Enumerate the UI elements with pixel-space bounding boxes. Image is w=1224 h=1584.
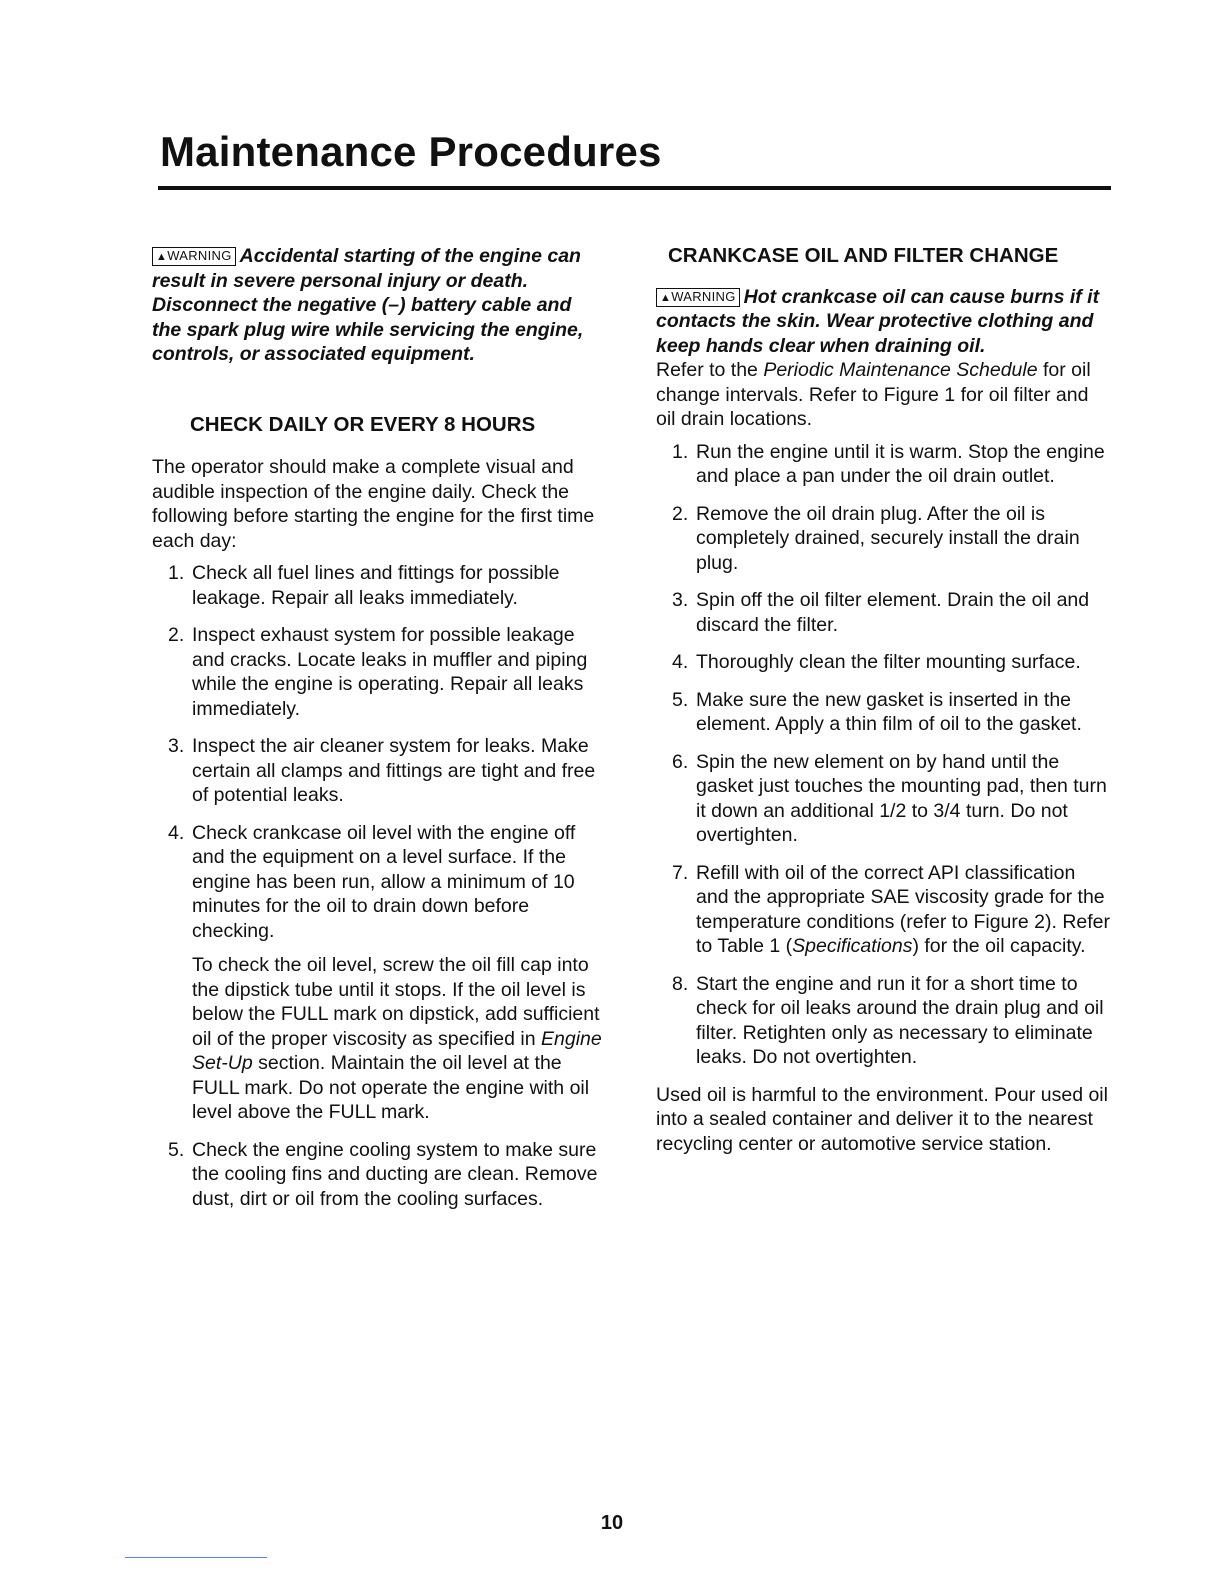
step-number: 2. xyxy=(168,624,185,646)
list-item xyxy=(656,861,1111,959)
step-number: 4. xyxy=(672,651,689,673)
warning-badge: ▲WARNING xyxy=(656,288,740,307)
step-text: Remove the oil drain plug. After the oil is completely drained, securely install the drain plug. xyxy=(696,502,1080,574)
step-text: Make sure the new gasket is inserted in the element. Apply a thin film of oil to the gasket. xyxy=(696,688,1082,735)
left-column xyxy=(152,244,602,1224)
warning-badge: ▲WARNING xyxy=(152,247,236,266)
step-text: Start the engine and run it for a short time to check for oil leaks around the drain plug and oil filter. Retighten only as necessary to eliminate leaks. Do not overtighten. xyxy=(696,972,1104,1068)
step-number: 1. xyxy=(168,562,185,584)
list-item xyxy=(656,688,1111,737)
scan-artifact-line xyxy=(125,1557,267,1558)
daily-check-intro: The operator should make a complete visual and audible inspection of the engine daily. Check the following before starting the engine for the first time each day: xyxy=(152,456,595,552)
step-text: Inspect the air cleaner system for leaks. Make certain all clamps and fittings are tight and free of potential leaks. xyxy=(192,735,596,806)
list-item xyxy=(656,588,1111,637)
engine-setup-reference: Engine Set-Up xyxy=(192,1027,602,1074)
list-item xyxy=(656,650,1111,675)
step-text: Check all fuel lines and fittings for possible leakage. Repair all leaks immediately. xyxy=(192,562,560,609)
step-number: 1. xyxy=(672,440,689,463)
warning-triangle-icon: ▲ xyxy=(156,251,168,263)
oil-level-instructions: To check the oil level, screw the oil fill cap into the dipstick tube until it stops. If the oil level is below the FULL mark on dipstick, add sufficient oil of the proper viscosity as specified in Engine Set-Up section. Maintain the oil level at the FULL mark. Do not operate the engine with oil level above the FULL mark. xyxy=(192,954,602,1123)
engine-start-warning xyxy=(152,244,602,367)
step-number: 2. xyxy=(672,502,689,525)
daily-check-steps xyxy=(152,561,602,1211)
step-number: 3. xyxy=(168,735,185,757)
list-item xyxy=(152,561,602,610)
list-item xyxy=(152,623,602,721)
list-item xyxy=(152,1138,602,1212)
maintenance-schedule-reference: Periodic Maintenance Schedule xyxy=(763,359,1038,381)
list-item xyxy=(152,821,602,1125)
step-text: Spin off the oil filter element. Drain the oil and discard the filter. xyxy=(696,589,1090,636)
step-text: Check the engine cooling system to make sure the cooling fins and ducting are clean. Remove dust, dirt or oil from the cooling surfaces. xyxy=(192,1138,598,1210)
step-text: Check crankcase oil level with the engine off and the equipment on a level surface. If the engine has been run, allow a minimum of 10 minutes for the oil to drain down before checking. xyxy=(192,821,576,942)
step-text: Inspect exhaust system for possible leakage and cracks. Locate leaks in muffler and piping while the engine is operating. Repair all leaks immediately. xyxy=(192,624,588,720)
step-number: 6. xyxy=(672,750,689,773)
step-number: 8. xyxy=(672,972,689,995)
warning-text: Accidental starting of the engine can result in severe personal injury or death. Disconnect the negative (–) battery cable and the spark plug wire while servicing the engine, controls, or associated equipment. xyxy=(152,245,584,365)
list-item xyxy=(656,750,1111,848)
warning-text: Hot crankcase oil can cause burns if it contacts the skin. Wear protective clothing and keep hands clear when draining oil. xyxy=(656,285,1100,357)
step-text: Spin the new element on by hand until the gasket just touches the mounting pad, then turn it down an additional 1/2 to 3/4 turn. Do not overtighten. xyxy=(696,750,1107,846)
oil-change-steps xyxy=(656,440,1111,1070)
oil-change-heading: CRANKCASE OIL AND FILTER CHANGE xyxy=(668,244,1059,267)
used-oil-notice: Used oil is harmful to the environment. Pour used oil into a sealed container and deliver it to the nearest recycling center or automotive service station. xyxy=(656,1083,1108,1155)
oil-change-intro: Refer to the Periodic Maintenance Schedule for oil change intervals. Refer to Figure 1 for oil filter and oil drain locations. xyxy=(656,359,1091,430)
step-number: 5. xyxy=(672,688,689,711)
list-item xyxy=(152,734,602,808)
page-number: 10 xyxy=(600,1512,624,1534)
list-item xyxy=(656,440,1111,489)
step-number: 4. xyxy=(168,821,185,844)
right-column xyxy=(656,244,1111,1164)
step-text: Thoroughly clean the filter mounting surface. xyxy=(696,651,1081,673)
step-number: 5. xyxy=(168,1138,185,1161)
page-title: Maintenance Procedures xyxy=(160,128,662,175)
list-item xyxy=(656,972,1111,1070)
step-text: Refill with oil of the correct API classification and the appropriate SAE viscosity grade for the temperature conditions (refer to Figure 2). Refer to Table 1 (Specifications) for the oil capacity. xyxy=(696,861,1111,957)
step-number: 3. xyxy=(672,589,689,611)
warning-triangle-icon: ▲ xyxy=(660,291,672,304)
step-text: Run the engine until it is warm. Stop the engine and place a pan under the oil drain outlet. xyxy=(696,440,1105,487)
specifications-reference: Specifications xyxy=(792,935,913,957)
title-rule xyxy=(158,186,1111,190)
list-item xyxy=(656,502,1111,576)
hot-oil-warning xyxy=(656,285,1111,359)
step-number: 7. xyxy=(672,861,689,884)
daily-check-heading: CHECK DAILY OR EVERY 8 HOURS xyxy=(190,412,536,436)
